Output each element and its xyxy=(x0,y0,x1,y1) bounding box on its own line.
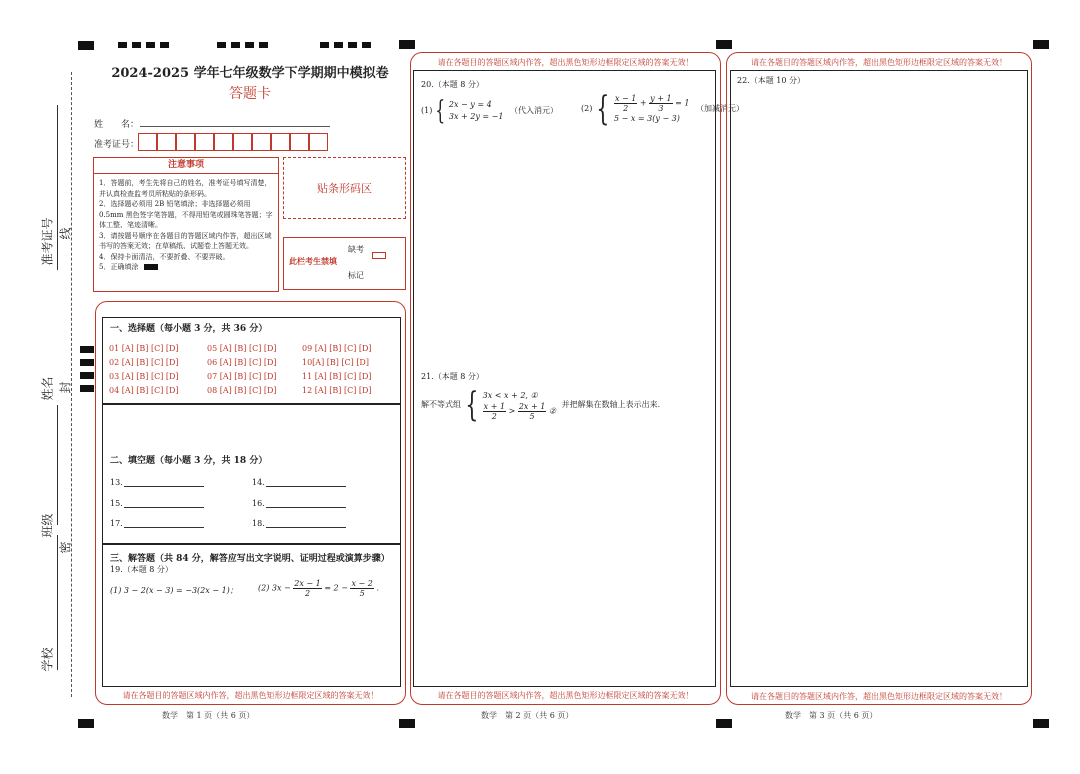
q20-label: 20.（本题 8 分） xyxy=(421,80,484,89)
mc-option[interactable]: 08 [A] [B] [C] [D] xyxy=(207,386,277,395)
mc-option[interactable]: 01 [A] [B] [C] [D] xyxy=(109,344,179,353)
notes-item: 3．请按题号顺序在各题目的答题区域内作答，超出区域书写的答案无效；在草稿纸、试题卷上答题无效。 xyxy=(99,231,272,250)
absent-forbid: 此栏考生禁填 xyxy=(289,256,337,266)
registration-mark xyxy=(716,719,732,728)
mc-option[interactable]: 12 [A] [B] [C] [D] xyxy=(302,386,372,395)
barcode-area xyxy=(283,157,406,219)
registration-mark xyxy=(146,42,155,48)
q19-part1: (1) 3 − 2(x − 3) = −3(2x − 1)； xyxy=(110,586,238,595)
registration-mark xyxy=(80,372,94,379)
fill-label: 15. xyxy=(110,499,123,508)
q22-label: 22.（本题 10 分） xyxy=(737,76,805,85)
side-label-class: 班级 xyxy=(40,513,55,538)
mc-option[interactable]: 03 [A] [B] [C] [D] xyxy=(109,372,179,381)
mc-option[interactable]: 09 [A] [B] [C] [D] xyxy=(302,344,372,353)
registration-mark xyxy=(716,40,732,49)
fill-label: 16. xyxy=(252,499,265,508)
filled-sample xyxy=(144,264,158,270)
notes-item: 4．保持卡面清洁，不要折叠、不要弄破。 xyxy=(99,252,230,261)
notes-box xyxy=(93,157,279,292)
absent-checkbox[interactable] xyxy=(372,252,386,259)
registration-mark xyxy=(259,42,268,48)
fill-answer-line[interactable] xyxy=(124,527,204,528)
registration-mark xyxy=(217,42,226,48)
section-1-title: 一、选择题（每小题 3 分，共 36 分） xyxy=(110,324,268,334)
notes-item: 1．答题前，考生先将自己的姓名，准考证号填写清楚，并认真检查监考员所粘贴的条形码。 xyxy=(99,179,272,198)
mc-option[interactable]: 02 [A] [B] [C] [D] xyxy=(109,358,179,367)
side-label-name: 姓名 xyxy=(40,376,55,401)
q19-part2: (2) 3x − $\frac{2x - 1}{2}$ = 2 − $\frac{x - 2}{5}$ ． xyxy=(258,579,385,598)
side-underline xyxy=(57,405,58,525)
absent-box xyxy=(283,237,406,290)
side-label-secret: 密 xyxy=(58,541,73,554)
q19-label: 19.（本题 8 分） xyxy=(110,565,173,574)
side-underline xyxy=(57,535,58,670)
registration-mark xyxy=(132,42,141,48)
fill-answer-line[interactable] xyxy=(266,527,346,528)
q21-body: 解不等式组 { 3x < x + 2, ① $\frac{x + 1}{2}$ > $\frac{2x + 1}{5}$ ② 并把解集在数轴上表示出来. xyxy=(421,385,661,425)
registration-mark xyxy=(399,40,415,49)
page-1-footer: 数学 第 1 页（共 6 页） xyxy=(162,711,255,720)
registration-mark xyxy=(334,42,343,48)
q20-part1: (1) { 2x − y = 4 3x + 2y = −1 （代入消元） xyxy=(421,96,559,126)
panel-2-warning-top: 请在各题目的答题区域内作答，超出黑色矩形边框限定区域的答案无效！ xyxy=(437,58,694,67)
registration-mark xyxy=(1033,719,1049,728)
mc-option[interactable]: 10[A] [B] [C] [D] xyxy=(302,358,369,367)
registration-mark xyxy=(160,42,169,48)
side-label-line: 线 xyxy=(58,227,73,240)
name-field[interactable] xyxy=(140,126,330,127)
absent-mark-top: 缺考 xyxy=(348,245,364,254)
registration-mark xyxy=(320,42,329,48)
absent-mark-bottom: 标记 xyxy=(348,271,364,280)
panel-2-warning-bottom: 请在各题目的答题区域内作答，超出黑色矩形边框限定区域的答案无效！ xyxy=(437,691,694,700)
registration-mark xyxy=(118,42,127,48)
registration-mark xyxy=(80,346,94,353)
page-title: 2024-2025 学年七年级数学下学期期中模拟卷 xyxy=(111,66,389,81)
q21-label: 21.（本题 8 分） xyxy=(421,372,484,381)
mc-option[interactable]: 06 [A] [B] [C] [D] xyxy=(207,358,277,367)
page-3-footer: 数学 第 3 页（共 6 页） xyxy=(785,711,878,720)
notes-title: 注意事项 xyxy=(94,158,278,174)
side-label-id: 准考证号 xyxy=(40,217,55,266)
notes-item: 5．正确填涂 xyxy=(99,263,139,271)
mc-option[interactable]: 11 [A] [B] [C] [D] xyxy=(302,372,372,381)
page-2-footer: 数学 第 2 页（共 6 页） xyxy=(481,711,574,720)
section-3-title: 三、解答题（共 84 分，解答应写出文字说明、证明过程或演算步骤） xyxy=(110,554,390,564)
registration-mark xyxy=(78,41,94,50)
fill-answer-line[interactable] xyxy=(266,486,346,487)
id-label: 准考证号： xyxy=(94,140,140,150)
panel-3-warning-top: 请在各题目的答题区域内作答，超出黑色矩形边框限定区域的答案无效！ xyxy=(751,58,1007,67)
side-label-school: 学校 xyxy=(40,647,55,672)
registration-mark xyxy=(362,42,371,48)
fill-label: 18. xyxy=(252,519,265,528)
side-label-seal: 封 xyxy=(58,381,73,394)
q20-part2: (2) { $\frac{x - 1}{2}$ + $\frac{y + 1}{3}$ = 1 5 − x = 3(y − 3) （加减消元） xyxy=(581,89,745,129)
mc-option[interactable]: 07 [A] [B] [C] [D] xyxy=(207,372,277,381)
mc-option[interactable]: 04 [A] [B] [C] [D] xyxy=(109,386,179,395)
page-subtitle: 答题卡 xyxy=(229,86,271,102)
answer-area-3[interactable] xyxy=(730,70,1028,687)
panel-1-warning: 请在各题目的答题区域内作答，超出黑色矩形边框限定区域的答案无效！ xyxy=(122,691,379,700)
registration-mark xyxy=(78,719,94,728)
notes-item: 2．选择题必须用 2B 铅笔填涂；非选择题必须用 0.5mm 黑色签字笔答题，不得用铅笔或圆珠笔答题；字体工整、笔迹清晰。 xyxy=(99,200,273,229)
registration-mark xyxy=(80,385,94,392)
mc-option[interactable]: 05 [A] [B] [C] [D] xyxy=(207,344,277,353)
section-2-title: 二、填空题（每小题 3 分，共 18 分） xyxy=(110,456,268,466)
registration-mark xyxy=(245,42,254,48)
registration-mark xyxy=(80,359,94,366)
fill-label: 14. xyxy=(252,478,265,487)
name-label: 姓 名： xyxy=(94,120,140,130)
fill-answer-line[interactable] xyxy=(124,486,204,487)
fill-label: 17. xyxy=(110,519,123,528)
fill-label: 13. xyxy=(110,478,123,487)
barcode-label: 贴条形码区 xyxy=(317,182,372,195)
side-underline xyxy=(57,105,58,270)
fill-answer-line[interactable] xyxy=(124,507,204,508)
registration-mark xyxy=(1033,40,1049,49)
panel-3-warning-bottom: 请在各题目的答题区域内作答，超出黑色矩形边框限定区域的答案无效！ xyxy=(751,692,1007,701)
registration-mark xyxy=(348,42,357,48)
registration-mark xyxy=(231,42,240,48)
registration-mark xyxy=(399,719,415,728)
fill-answer-line[interactable] xyxy=(266,507,346,508)
